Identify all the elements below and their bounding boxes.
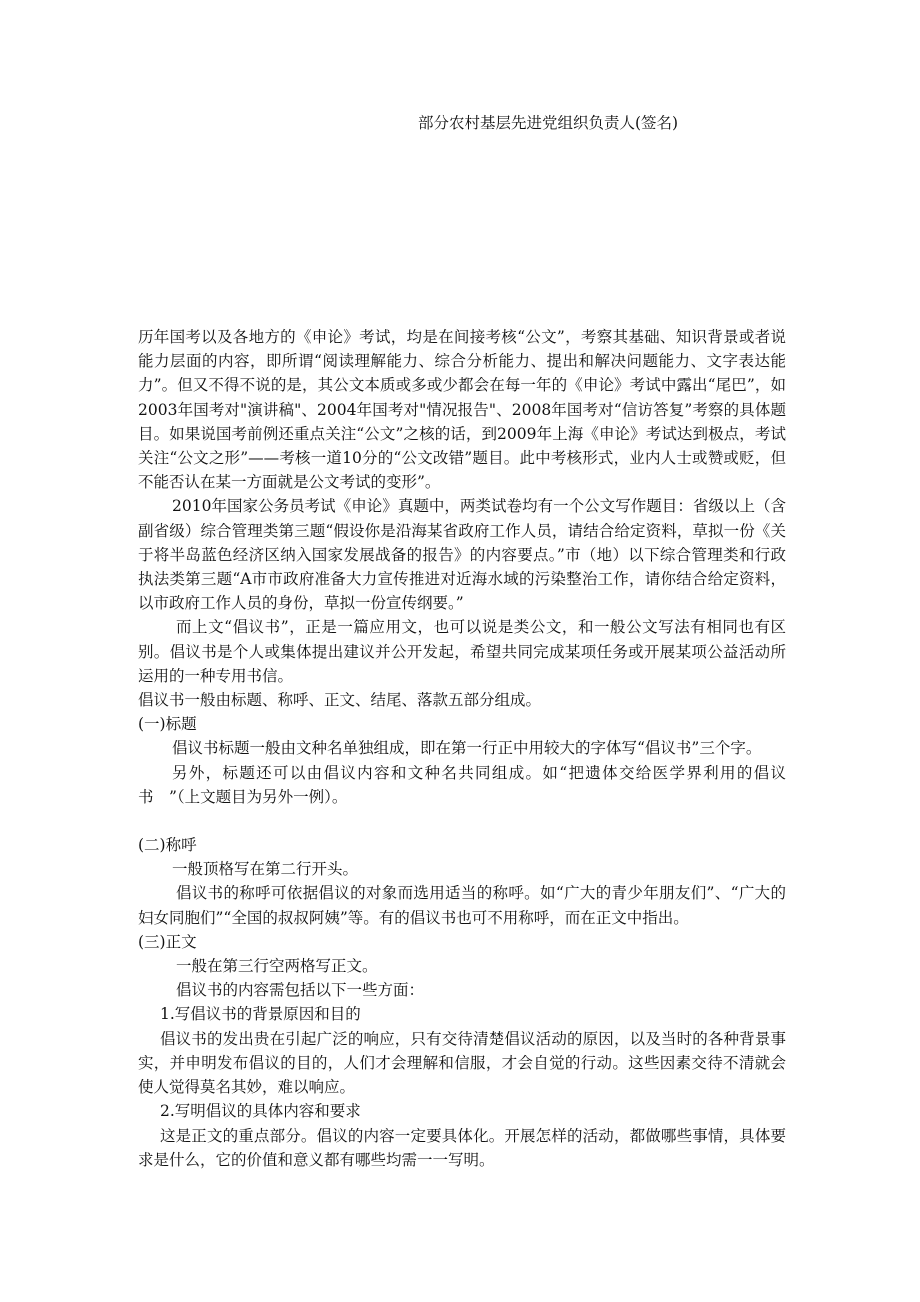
section-heading-salutation: (二)称呼 [138,836,197,855]
document-body [138,325,786,1172]
subheading-background: 1.写倡议书的背景原因和目的 [160,1005,361,1024]
paragraph-body-position: 一般在第三行空两格写正文。 [176,957,378,976]
paragraph-specifics: 这是正文的重点部分。倡议的内容一定要具体化。开展怎样的活动，都做哪些事情，具体要求是什么，它的价值和意义都有哪些均需一一写明。 [138,1126,786,1169]
paragraph-2010-exam: 2010年国家公务员考试《申论》真题中，两类试卷均有一个公文写作题目：省级以上（含副省级）综合管理类第三题“假设你是沿海某省政府工作人员，请结合给定资料，草拟一份《关于将半岛蓝色经济区纳入国家发展战备的报告》的内容要点。”市（地）以下综合管理类和行政执法类第三题“A市市政府准备大力宣传推进对近海水域的污染整治工作，请你结合给定资料，以市政府工作人员的身份，草拟一份宣传纲要。” [138,497,786,613]
paragraph-salutation-choice: 倡议书的称呼可依据倡议的对象而选用适当的称呼。如“广大的青少年朋友们”、“广大的妇女同胞们”“全国的叔叔阿姨”等。有的倡议书也可不用称呼，而在正文中指出。 [138,884,786,927]
paragraph-salutation-position: 一般顶格写在第二行开头。 [172,860,359,879]
paragraph-title-alt: 另外，标题还可以由倡议内容和文种名共同组成。如“把遗体交给医学界利用的倡议书 ”（上文题目为另外一例）。 [138,763,786,806]
paragraph-intro: 历年国考以及各地方的《申论》考试，均是在间接考核“公文”，考察其基础、知识背景或者说能力层面的内容，即所谓“阅读理解能力、综合分析能力、提出和解决问题能力、文字表达能力”。但又不得不说的是，其公文本质或多或少都会在每一年的《申论》考试中露出“尾巴”，如2003年国考对"演讲稿"、2004年国考对"情况报告"、2008年国考对“信访答复”考察的具体题目。如果说国考前例还重点关注“公文”之核的话，到2009年上海《申论》考试达到极点，考试关注“公文之形”——考核一道10分的“公文改错”题目。此中考核形式，业内人士或赞或贬，但不能否认在某一方面就是公文考试的变形”。 [138,328,786,492]
signature-line: 部分农村基层先进党组织负责人(签名) [418,114,679,132]
section-heading-title: (一)标题 [138,715,197,734]
paragraph-structure: 倡议书一般由标题、称呼、正文、结尾、落款五部分组成。 [138,691,542,710]
paragraph-background: 倡议书的发出贵在引起广泛的响应，只有交待清楚倡议活动的原因，以及当时的各种背景事实，并申明发布倡议的目的，人们才会理解和信服，才会自觉的行动。这些因素交待不清就会使人觉得莫名其妙，难以响应。 [138,1029,786,1097]
paragraph-body-contents: 倡议书的内容需包括以下一些方面： [176,981,425,1000]
paragraph-proposal-definition: 而上文“倡议书”，正是一篇应用文，也可以说是类公文，和一般公文写法有相同也有区别。倡议书是个人或集体提出建议并公开发起，希望共同完成某项任务或开展某项公益活动所运用的一种专用书信。 [138,618,786,685]
section-heading-body: (三)正文 [138,932,197,951]
subheading-specifics: 2.写明倡议的具体内容和要求 [160,1102,361,1121]
blank-line [138,809,786,833]
paragraph-title-rule: 倡议书标题一般由文种名单独组成，即在第一行正中用较大的字体写“倡议书”三个字。 [172,739,762,758]
